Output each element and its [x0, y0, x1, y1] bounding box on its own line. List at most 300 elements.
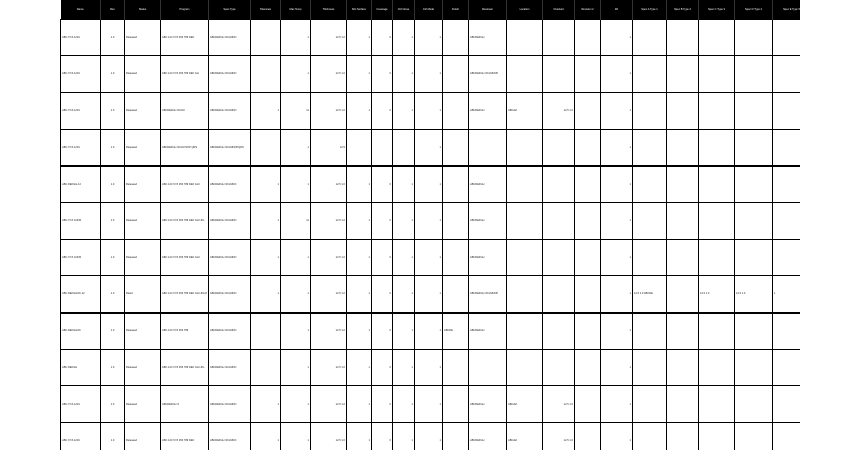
table-cell[interactable]: ABC XYZ-1234 [61, 92, 101, 129]
column-header[interactable]: Status [125, 0, 161, 19]
table-cell[interactable] [633, 423, 667, 450]
table-cell[interactable] [735, 202, 773, 239]
table-cell[interactable]: ABCDEFGH IJKLMNOP [469, 276, 507, 313]
column-header[interactable]: Program [161, 0, 209, 19]
table-cell[interactable]: ABCdef [507, 423, 543, 450]
table-cell[interactable]: 1.0 [101, 276, 125, 313]
table-cell[interactable]: ABCDEFGH IJKLMNO [209, 56, 251, 93]
table-cell[interactable]: 1 [281, 386, 311, 423]
table-cell[interactable]: 1 [347, 56, 372, 93]
table-cell[interactable]: ABC 123 XYZ 456 789 DEF GHI [161, 239, 209, 276]
column-header[interactable]: Tolerance [251, 0, 281, 19]
table-row[interactable] [61, 423, 801, 450]
table-cell[interactable]: 1 [415, 313, 443, 350]
table-cell[interactable]: ABCDEFGH [469, 386, 507, 423]
table-cell[interactable]: 11 [281, 202, 311, 239]
table-cell[interactable]: 12.5 1.0 [311, 276, 347, 313]
table-cell[interactable] [633, 313, 667, 350]
table-cell[interactable]: ABCdef [507, 386, 543, 423]
table-cell[interactable]: 1 [347, 349, 372, 386]
table-cell[interactable] [507, 166, 543, 203]
column-header[interactable]: Max Temp [281, 0, 311, 19]
table-cell[interactable]: ABC XYZ 12345 [61, 239, 101, 276]
table-cell[interactable] [735, 56, 773, 93]
table-cell[interactable]: ABCDEFGH IJKLMNO [209, 423, 251, 450]
table-cell[interactable]: 0 [372, 19, 393, 56]
table-cell[interactable] [575, 276, 601, 313]
table-cell[interactable]: 12.5 1.0 [311, 19, 347, 56]
table-cell[interactable] [543, 56, 575, 93]
table-cell[interactable] [251, 313, 281, 350]
table-cell[interactable]: Relsd [125, 276, 161, 313]
table-cell[interactable]: ABC XYZ-1234 [61, 386, 101, 423]
table-cell[interactable]: 1.0 [101, 129, 125, 166]
table-cell[interactable] [543, 313, 575, 350]
table-cell[interactable] [773, 56, 801, 93]
table-cell[interactable]: ABC XYZ-1234 [61, 129, 101, 166]
table-cell[interactable]: 1 [347, 423, 372, 450]
table-cell[interactable]: ABCDEFGH [469, 202, 507, 239]
table-cell[interactable]: ABC DEFGHIJK [61, 313, 101, 350]
table-cell[interactable]: ABC DEFGH [61, 349, 101, 386]
table-cell[interactable] [393, 129, 415, 166]
table-cell[interactable] [735, 239, 773, 276]
table-cell[interactable]: 1 [347, 276, 372, 313]
column-header[interactable]: Wt [601, 0, 633, 19]
table-cell[interactable]: 12.5 1.0 [735, 276, 773, 313]
table-row[interactable] [61, 92, 801, 129]
table-cell[interactable]: ABCDEFGH IJKLMNO [209, 239, 251, 276]
table-cell[interactable]: 12.5 1.0 [543, 423, 575, 450]
table-cell[interactable] [699, 386, 735, 423]
table-row[interactable] [61, 129, 801, 166]
table-cell[interactable] [575, 19, 601, 56]
table-cell[interactable] [251, 129, 281, 166]
table-cell[interactable]: 1 [601, 19, 633, 56]
table-cell[interactable]: 1.0 [101, 239, 125, 276]
table-cell[interactable]: ABCDEFGH IJKLMNO [209, 202, 251, 239]
table-row[interactable] [61, 202, 801, 239]
table-cell[interactable]: ABC 123 XYZ 456 789 [161, 313, 209, 350]
table-cell[interactable]: ABC 123 XYZ 456 789 DEF GHI JKLM [161, 276, 209, 313]
table-cell[interactable]: 1 [393, 202, 415, 239]
table-cell[interactable]: 1 [393, 423, 415, 450]
column-header[interactable]: Checked [543, 0, 575, 19]
table-cell[interactable] [699, 92, 735, 129]
table-cell[interactable] [773, 202, 801, 239]
table-cell[interactable]: ABC XYZ-1234 [61, 56, 101, 93]
table-cell[interactable]: 12.5 1.0 [311, 166, 347, 203]
table-row[interactable] [61, 276, 801, 313]
column-header[interactable]: Ctrl Mode [415, 0, 443, 19]
table-cell[interactable]: 1 [281, 166, 311, 203]
table-cell[interactable] [543, 349, 575, 386]
table-cell[interactable] [735, 386, 773, 423]
table-cell[interactable]: 1 [281, 423, 311, 450]
table-cell[interactable] [443, 239, 469, 276]
table-cell[interactable] [469, 349, 507, 386]
table-cell[interactable]: 1 [393, 276, 415, 313]
table-cell[interactable] [507, 276, 543, 313]
table-cell[interactable] [575, 92, 601, 129]
table-cell[interactable] [699, 202, 735, 239]
table-cell[interactable]: 1 [251, 239, 281, 276]
table-cell[interactable] [575, 313, 601, 350]
table-cell[interactable]: 1 [415, 129, 443, 166]
table-cell[interactable] [251, 19, 281, 56]
table-cell[interactable] [667, 166, 699, 203]
table-cell[interactable]: 1 [415, 166, 443, 203]
table-cell[interactable]: ABC 123 XYZ 456 789 DEF GHI JKL [161, 202, 209, 239]
column-header[interactable]: Location [507, 0, 543, 19]
table-cell[interactable]: 1 [393, 349, 415, 386]
table-cell[interactable] [667, 19, 699, 56]
table-cell[interactable] [735, 92, 773, 129]
table-cell[interactable]: ABCDEFGH IJ [161, 386, 209, 423]
table-cell[interactable]: 0 [372, 423, 393, 450]
table-cell[interactable]: 1 [393, 56, 415, 93]
table-cell[interactable]: 1 [281, 276, 311, 313]
table-cell[interactable]: Released [125, 202, 161, 239]
table-cell[interactable]: 1 [415, 56, 443, 93]
column-header[interactable]: Spec Type [209, 0, 251, 19]
table-cell[interactable] [773, 19, 801, 56]
table-cell[interactable]: 1 [601, 56, 633, 93]
table-cell[interactable]: 1 [347, 313, 372, 350]
table-cell[interactable] [633, 129, 667, 166]
table-cell[interactable]: ABCDEFGH IJKLMNO [209, 19, 251, 56]
table-cell[interactable]: 12.5 1.0 ABCDE [633, 276, 667, 313]
table-cell[interactable] [443, 19, 469, 56]
table-cell[interactable]: 1 [347, 92, 372, 129]
table-cell[interactable]: 1 [601, 313, 633, 350]
table-cell[interactable]: 12.5 1.0 [543, 92, 575, 129]
table-cell[interactable]: 0 [372, 166, 393, 203]
table-cell[interactable] [773, 166, 801, 203]
table-cell[interactable] [667, 239, 699, 276]
table-cell[interactable] [575, 202, 601, 239]
table-cell[interactable] [773, 92, 801, 129]
table-cell[interactable] [575, 166, 601, 203]
table-cell[interactable] [575, 423, 601, 450]
table-cell[interactable] [773, 349, 801, 386]
column-header[interactable]: Coverage [372, 0, 393, 19]
column-header[interactable]: Ctrl Gloss [393, 0, 415, 19]
table-cell[interactable]: ABC 123 XYZ 456 789 DEF GHI JKL [161, 349, 209, 386]
table-cell[interactable]: 0 [372, 239, 393, 276]
table-cell[interactable]: 1 [251, 276, 281, 313]
table-cell[interactable] [543, 19, 575, 56]
table-cell[interactable]: ABCDEFGH [469, 92, 507, 129]
table-cell[interactable]: ABC 123 XYZ 456 789 DEF [161, 19, 209, 56]
table-cell[interactable]: 1 [347, 386, 372, 423]
table-cell[interactable]: 1.0 [101, 202, 125, 239]
table-cell[interactable] [347, 129, 372, 166]
table-cell[interactable]: 1.0 [101, 166, 125, 203]
table-cell[interactable]: 1 [415, 276, 443, 313]
table-cell[interactable]: 1 [415, 92, 443, 129]
table-cell[interactable]: 1 [601, 166, 633, 203]
table-row[interactable] [61, 386, 801, 423]
table-cell[interactable] [667, 349, 699, 386]
table-cell[interactable] [575, 129, 601, 166]
table-cell[interactable]: 1.0 [101, 19, 125, 56]
table-cell[interactable] [507, 349, 543, 386]
table-cell[interactable]: 1 [601, 423, 633, 450]
table-cell[interactable]: 1 [251, 166, 281, 203]
table-cell[interactable]: 1 [281, 129, 311, 166]
column-header[interactable]: Spec B Type 2 [667, 0, 699, 19]
table-cell[interactable]: 0 [372, 276, 393, 313]
table-cell[interactable] [667, 313, 699, 350]
table-cell[interactable] [575, 239, 601, 276]
table-cell[interactable]: 1 [415, 19, 443, 56]
table-cell[interactable] [633, 202, 667, 239]
table-cell[interactable]: 12.5 [311, 129, 347, 166]
column-header[interactable]: Spec D Type 4 [735, 0, 773, 19]
column-header[interactable]: Spec E Type 5 [773, 0, 801, 19]
table-cell[interactable] [575, 349, 601, 386]
column-header[interactable]: Thickness [311, 0, 347, 19]
table-cell[interactable] [699, 239, 735, 276]
table-cell[interactable]: 12.5 1.0 [311, 92, 347, 129]
table-cell[interactable]: 12.5 1.0 [311, 202, 347, 239]
table-cell[interactable] [507, 202, 543, 239]
table-cell[interactable]: ABCDEFGH IJKLMNOP [469, 56, 507, 93]
table-cell[interactable] [443, 202, 469, 239]
table-cell[interactable] [575, 386, 601, 423]
table-cell[interactable]: ABCDEFGH [469, 423, 507, 450]
table-cell[interactable]: 12.5 1.0 [311, 349, 347, 386]
table-row[interactable] [61, 349, 801, 386]
table-cell[interactable] [667, 423, 699, 450]
table-cell[interactable] [633, 92, 667, 129]
table-cell[interactable]: 1 [393, 19, 415, 56]
table-cell[interactable] [699, 313, 735, 350]
table-cell[interactable] [443, 166, 469, 203]
table-cell[interactable]: ABCDEFGH IJKLMNOPQRS [209, 129, 251, 166]
table-cell[interactable] [575, 56, 601, 93]
column-header[interactable]: Revision 2 [575, 0, 601, 19]
table-cell[interactable] [773, 239, 801, 276]
table-cell[interactable]: 1.0 [101, 386, 125, 423]
table-cell[interactable]: 12.5 1.0 [311, 386, 347, 423]
table-cell[interactable]: 1 [251, 386, 281, 423]
table-cell[interactable] [372, 129, 393, 166]
table-cell[interactable]: 1 [281, 56, 311, 93]
table-cell[interactable]: Released [125, 166, 161, 203]
table-cell[interactable] [667, 276, 699, 313]
table-cell[interactable] [443, 92, 469, 129]
table-cell[interactable] [735, 166, 773, 203]
table-cell[interactable]: 12.5 1.0 [311, 239, 347, 276]
table-cell[interactable]: 1.0 [101, 92, 125, 129]
table-cell[interactable]: 0 [372, 349, 393, 386]
table-cell[interactable]: ABCDEFGH [469, 239, 507, 276]
table-cell[interactable] [543, 166, 575, 203]
table-cell[interactable]: 12.5 1.0 [699, 276, 735, 313]
table-cell[interactable] [507, 313, 543, 350]
table-row[interactable] [61, 56, 801, 93]
table-cell[interactable]: 12.5 1.0 [311, 313, 347, 350]
table-cell[interactable]: 1 [281, 19, 311, 56]
table-cell[interactable]: 1 [347, 19, 372, 56]
column-header[interactable]: Min Surface [347, 0, 372, 19]
table-cell[interactable]: Released [125, 92, 161, 129]
table-cell[interactable]: ABC DEFGH-12 [61, 166, 101, 203]
table-cell[interactable] [633, 386, 667, 423]
column-header[interactable]: Spec A Type 1 [633, 0, 667, 19]
table-cell[interactable]: 1 [393, 313, 415, 350]
table-cell[interactable] [633, 19, 667, 56]
table-cell[interactable] [507, 129, 543, 166]
table-cell[interactable] [251, 56, 281, 93]
column-header[interactable]: Finish [443, 0, 469, 19]
column-header[interactable]: Rev [101, 0, 125, 19]
table-cell[interactable]: ABC XYZ 12345 [61, 202, 101, 239]
table-cell[interactable]: 1 [601, 239, 633, 276]
table-cell[interactable]: 1 [415, 239, 443, 276]
table-cell[interactable]: ABCDEFGH IJKLMNO [209, 276, 251, 313]
table-cell[interactable]: 1 [393, 92, 415, 129]
table-cell[interactable]: ABC 123 XYZ 456 789 DEF GHI [161, 166, 209, 203]
table-row[interactable] [61, 313, 801, 350]
table-cell[interactable]: 1 [347, 202, 372, 239]
table-cell[interactable]: Released [125, 386, 161, 423]
table-cell[interactable] [507, 239, 543, 276]
table-cell[interactable]: 1 [601, 202, 633, 239]
table-cell[interactable]: 0 [372, 202, 393, 239]
table-cell[interactable]: 12.5 1.0 [311, 423, 347, 450]
table-row[interactable] [61, 239, 801, 276]
table-cell[interactable] [773, 386, 801, 423]
table-cell[interactable] [507, 19, 543, 56]
table-cell[interactable]: ABC 123 XYZ 456 789 DEF GH [161, 56, 209, 93]
table-cell[interactable] [633, 166, 667, 203]
table-cell[interactable] [667, 56, 699, 93]
table-cell[interactable]: ABC XYZ-1234 [61, 423, 101, 450]
table-cell[interactable]: 0 [372, 386, 393, 423]
table-cell[interactable]: 0 [372, 313, 393, 350]
table-cell[interactable]: ABCDEFGH IJKLMNO [209, 313, 251, 350]
table-cell[interactable]: 1 [251, 92, 281, 129]
table-cell[interactable]: Released [125, 239, 161, 276]
table-cell[interactable]: ABC DEFGHIJK-12 [61, 276, 101, 313]
table-cell[interactable]: 1 [601, 276, 633, 313]
table-cell[interactable] [699, 423, 735, 450]
table-cell[interactable] [507, 56, 543, 93]
table-cell[interactable]: 1 [281, 349, 311, 386]
table-cell[interactable] [667, 202, 699, 239]
table-cell[interactable]: 1 [415, 202, 443, 239]
table-cell[interactable] [735, 349, 773, 386]
table-cell[interactable]: 1 [251, 202, 281, 239]
table-cell[interactable] [443, 129, 469, 166]
table-cell[interactable]: 0 [372, 92, 393, 129]
table-cell[interactable] [667, 129, 699, 166]
table-cell[interactable] [699, 56, 735, 93]
table-row[interactable] [61, 19, 801, 56]
table-cell[interactable]: 1 [415, 349, 443, 386]
table-cell[interactable] [443, 386, 469, 423]
table-cell[interactable]: ABCDEFGH IJKLM [161, 92, 209, 129]
table-cell[interactable] [667, 92, 699, 129]
table-cell[interactable]: ABCDEFGH IJKLMNO [209, 349, 251, 386]
table-cell[interactable] [735, 19, 773, 56]
table-cell[interactable]: 1 [281, 313, 311, 350]
table-cell[interactable] [735, 129, 773, 166]
table-cell[interactable] [735, 423, 773, 450]
column-header[interactable]: Name [61, 0, 101, 19]
table-cell[interactable]: ABCDEFGH [469, 19, 507, 56]
table-cell[interactable]: 1 [415, 386, 443, 423]
table-row[interactable] [61, 166, 801, 203]
table-cell[interactable] [443, 423, 469, 450]
table-cell[interactable] [773, 313, 801, 350]
table-cell[interactable]: ABCDEFGH [469, 166, 507, 203]
table-cell[interactable] [443, 276, 469, 313]
table-cell[interactable]: 1 [601, 92, 633, 129]
table-cell[interactable] [543, 239, 575, 276]
table-cell[interactable]: ABCDEFGH IJKLMNO [209, 386, 251, 423]
table-cell[interactable]: ABCDEFGH [469, 313, 507, 350]
table-cell[interactable]: Released [125, 423, 161, 450]
table-cell[interactable]: 1 [601, 349, 633, 386]
table-cell[interactable]: ABC 123 XYZ 456 789 DEF [161, 423, 209, 450]
table-cell[interactable] [773, 129, 801, 166]
table-cell[interactable]: ABCDEFGH IJKLM NOP QRS [161, 129, 209, 166]
table-cell[interactable] [633, 239, 667, 276]
table-cell[interactable] [443, 349, 469, 386]
table-cell[interactable]: Released [125, 19, 161, 56]
table-cell[interactable]: 1.0 [101, 313, 125, 350]
table-cell[interactable]: Released [125, 349, 161, 386]
table-cell[interactable] [699, 349, 735, 386]
table-cell[interactable]: Released [125, 56, 161, 93]
table-cell[interactable]: 1 [415, 423, 443, 450]
table-cell[interactable]: 0 [372, 56, 393, 93]
table-cell[interactable]: Released [125, 313, 161, 350]
table-cell[interactable] [469, 129, 507, 166]
table-cell[interactable]: 1.0 [101, 56, 125, 93]
table-cell[interactable]: ABCDEFGH IJKLMNO [209, 92, 251, 129]
table-cell[interactable]: 1 [773, 276, 801, 313]
table-cell[interactable]: ABCDE [443, 313, 469, 350]
table-cell[interactable] [251, 349, 281, 386]
table-cell[interactable]: 1 [281, 239, 311, 276]
table-cell[interactable] [543, 202, 575, 239]
table-cell[interactable] [699, 166, 735, 203]
table-cell[interactable] [443, 56, 469, 93]
table-cell[interactable] [699, 129, 735, 166]
table-cell[interactable]: 12.5 1.0 [311, 56, 347, 93]
table-cell[interactable] [735, 313, 773, 350]
table-cell[interactable]: ABCdef [507, 92, 543, 129]
table-cell[interactable]: 11 [281, 92, 311, 129]
table-cell[interactable]: Released [125, 129, 161, 166]
table-cell[interactable]: 1 [251, 423, 281, 450]
table-cell[interactable]: ABC XYZ-1234 [61, 19, 101, 56]
table-cell[interactable] [633, 349, 667, 386]
table-cell[interactable] [699, 19, 735, 56]
table-cell[interactable] [773, 423, 801, 450]
table-cell[interactable] [543, 129, 575, 166]
table-cell[interactable] [667, 386, 699, 423]
table-cell[interactable]: 1 [601, 129, 633, 166]
table-cell[interactable] [543, 276, 575, 313]
table-cell[interactable]: 1 [347, 239, 372, 276]
table-cell[interactable]: 1 [393, 166, 415, 203]
